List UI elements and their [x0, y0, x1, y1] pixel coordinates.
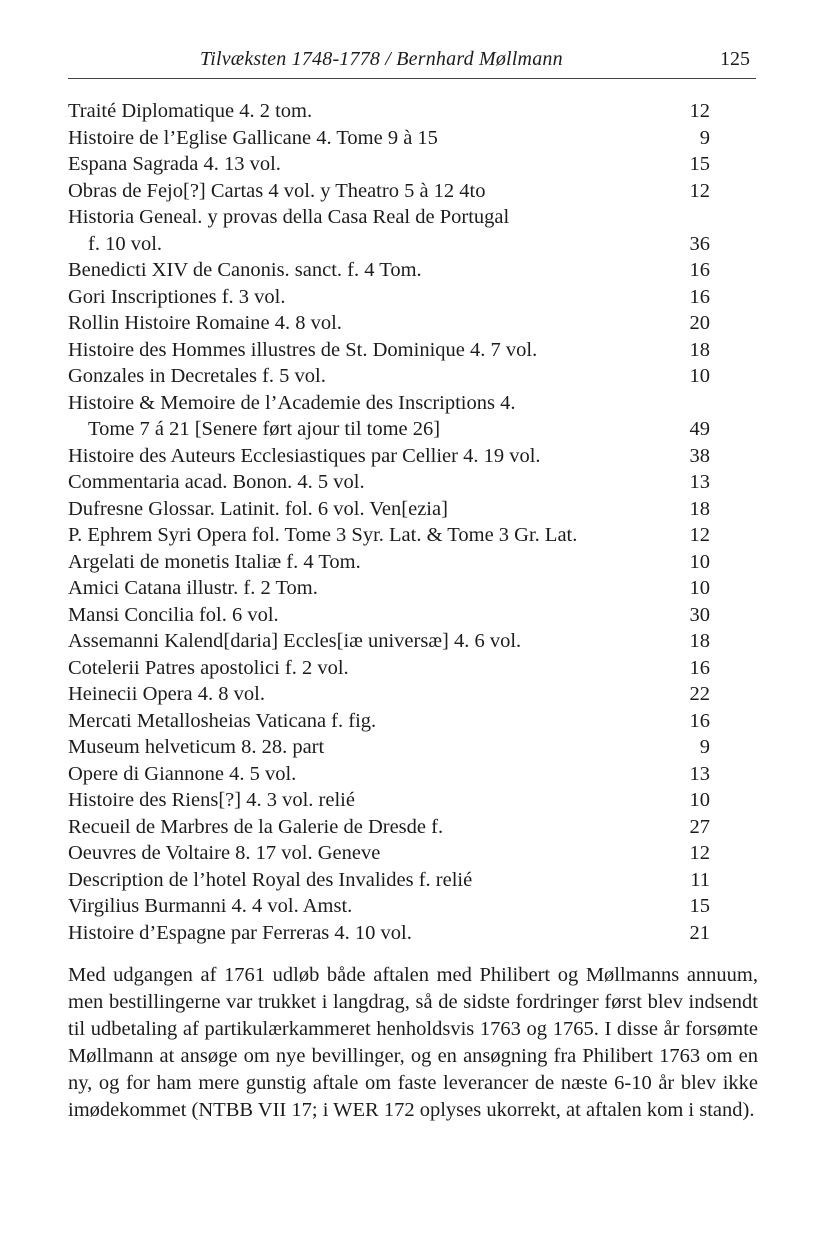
entry-title-line: Histoire d’Espagne par Ferreras 4. 10 vol. — [68, 921, 412, 944]
entry-title — [68, 284, 710, 311]
entry-title — [68, 893, 710, 920]
entry-title-line: Mansi Concilia fol. 6 vol. — [68, 603, 279, 626]
entry-title — [68, 840, 710, 867]
entry-title-line: Argelati de monetis Italiæ f. 4 Tom. — [68, 550, 361, 573]
entry-title-line: Espana Sagrada 4. 13 vol. — [68, 153, 281, 175]
running-header — [68, 44, 756, 79]
list-item — [68, 522, 710, 549]
list-item — [68, 204, 710, 257]
entry-title — [68, 655, 710, 682]
entry-title-continuation: Tome 7 á 21 [Senere ført ajour til tome 26] — [88, 418, 441, 440]
entry-price: 18 — [689, 497, 710, 520]
entry-title — [68, 761, 710, 788]
entry-title — [68, 337, 710, 364]
entry-title-line: Rollin Histoire Romaine 4. 8 vol. — [68, 312, 342, 334]
entry-title — [68, 522, 710, 549]
entry-title — [68, 390, 710, 443]
entry-title-line: Histoire de l’Eglise Gallicane 4. Tome 9 à 15 — [68, 126, 438, 149]
entry-title — [68, 814, 710, 841]
list-item — [68, 575, 710, 602]
list-item — [68, 496, 710, 523]
list-item — [68, 761, 710, 788]
entry-title-line: Opere di Giannone 4. 5 vol. — [68, 762, 297, 785]
entry-price: 18 — [689, 338, 710, 361]
list-item — [68, 628, 710, 655]
entry-title — [68, 920, 710, 947]
entry-title — [68, 204, 710, 257]
entry-price: 9 — [699, 736, 710, 758]
list-item — [68, 655, 710, 682]
entry-title — [68, 681, 710, 708]
list-item — [68, 178, 710, 205]
entry-title-line: Obras de Fejo[?] Cartas 4 vol. y Theatro 5 à 12 4to — [68, 179, 486, 202]
entry-title — [68, 628, 710, 655]
entry-title-line: Recueil de Marbres de la Galerie de Dresde f. — [68, 815, 444, 838]
list-item — [68, 602, 710, 629]
entry-price: 11 — [690, 868, 710, 891]
entry-price: 16 — [689, 285, 710, 308]
entry-price: 38 — [689, 444, 710, 467]
entry-title-line: Commentaria acad. Bonon. 4. 5 vol. — [68, 471, 365, 493]
entry-price: 27 — [689, 815, 710, 838]
list-item — [68, 867, 710, 894]
entry-title-line: Heinecii Opera 4. 8 vol. — [68, 683, 265, 705]
list-item — [68, 734, 710, 761]
entry-title-continuation: f. 10 vol. — [88, 232, 163, 255]
entry-price: 30 — [689, 603, 710, 626]
entry-title-line: Mercati Metallosheias Vaticana f. fig. — [68, 709, 377, 732]
entry-title — [68, 178, 710, 205]
list-item — [68, 390, 710, 443]
list-item — [68, 549, 710, 576]
entry-title — [68, 310, 710, 337]
entry-price: 15 — [689, 895, 710, 917]
entry-price: 10 — [689, 550, 710, 573]
running-title: Tilvæksten 1748-1778 / Bernhard Møllmann — [200, 48, 563, 70]
list-item — [68, 681, 710, 708]
entry-title — [68, 363, 710, 390]
entry-title-line: Histoire des Auteurs Ecclesiastiques par Cellier 4. 19 vol. — [68, 444, 541, 467]
entry-title — [68, 125, 710, 152]
entry-title-line: Histoire & Memoire de l’Academie des Inscriptions 4. — [68, 391, 516, 414]
entry-price: 12 — [689, 842, 710, 864]
entry-price: 49 — [689, 418, 710, 440]
entry-title-line: Histoire des Riens[?] 4. 3 vol. relié — [68, 789, 355, 811]
list-item — [68, 920, 710, 947]
list-item — [68, 310, 710, 337]
list-item — [68, 787, 710, 814]
entry-price: 16 — [689, 709, 710, 732]
list-item — [68, 893, 710, 920]
entry-title-line: Historia Geneal. y provas della Casa Real de Portugal — [68, 206, 510, 228]
entry-title — [68, 602, 710, 629]
entry-title — [68, 469, 710, 496]
entry-title — [68, 151, 710, 178]
entry-title-line: P. Ephrem Syri Opera fol. Tome 3 Syr. Lat. & Tome 3 Gr. Lat. — [68, 524, 578, 546]
list-item — [68, 469, 710, 496]
entry-title-line: Museum helveticum 8. 28. part — [68, 736, 325, 758]
entry-price: 36 — [689, 232, 710, 255]
entry-title — [68, 787, 710, 814]
entry-title — [68, 575, 710, 602]
entry-title — [68, 549, 710, 576]
entry-price: 20 — [689, 312, 710, 334]
entry-title-line: Dufresne Glossar. Latinit. fol. 6 vol. Ven[ezia] — [68, 497, 448, 520]
list-item — [68, 337, 710, 364]
entry-price: 10 — [689, 577, 710, 599]
list-item — [68, 284, 710, 311]
entry-title-line: Traité Diplomatique 4. 2 tom. — [68, 100, 313, 122]
entry-price: 16 — [689, 656, 710, 679]
list-item — [68, 840, 710, 867]
list-item — [68, 125, 710, 152]
list-item — [68, 443, 710, 470]
entry-price: 21 — [689, 921, 710, 944]
entry-title-line: Gonzales in Decretales f. 5 vol. — [68, 365, 326, 387]
entry-price: 12 — [689, 524, 710, 546]
body-paragraph: Med udgangen af 1761 udløb både aftalen med Philibert og Møllmanns annuum, men bestillingerne var trukket i langdrag, så de sidste fordringer først blev indsendt til udbetaling af partikulærkammeret henholdsvis 1763 og 1765. I disse år forsømte Møllmann at ansøge om nye bevillinger, og en ansøgning fra Philibert 1763 om en ny, og for ham mere gunstig aftale om faste leverancer de næste 6-10 år blev ikke imødekommet (NTBB VII 17; i WER 172 oplyses ukorrekt, at aftalen kom i stand). — [68, 964, 758, 1121]
list-item — [68, 98, 710, 125]
page-number: 125 — [720, 48, 750, 70]
entry-price: 16 — [689, 259, 710, 281]
entry-price: 15 — [689, 153, 710, 175]
entry-price: 12 — [689, 100, 710, 122]
entry-title-line: Gori Inscriptiones f. 3 vol. — [68, 285, 286, 308]
entry-title-line: Benedicti XIV de Canonis. sanct. f. 4 Tom. — [68, 259, 422, 281]
entry-price: 13 — [689, 471, 710, 493]
entry-price: 9 — [699, 126, 710, 149]
entry-price: 18 — [689, 630, 710, 652]
list-item — [68, 814, 710, 841]
entry-title-line: Oeuvres de Voltaire 8. 17 vol. Geneve — [68, 842, 381, 864]
entry-title-line: Cotelerii Patres apostolici f. 2 vol. — [68, 656, 349, 679]
entry-title — [68, 734, 710, 761]
entry-price: 13 — [689, 762, 710, 785]
entry-title — [68, 867, 710, 894]
list-item — [68, 363, 710, 390]
entry-title — [68, 496, 710, 523]
entry-title-line: Virgilius Burmanni 4. 4 vol. Amst. — [68, 895, 353, 917]
entry-title-line: Assemanni Kalend[daria] Eccles[iæ universæ] 4. 6 vol. — [68, 630, 522, 652]
entry-title — [68, 98, 710, 125]
book-price-list — [68, 98, 710, 946]
entry-title — [68, 443, 710, 470]
entry-title-line: Description de l’hotel Royal des Invalides f. relié — [68, 868, 473, 891]
entry-title-line: Amici Catana illustr. f. 2 Tom. — [68, 577, 318, 599]
entry-price: 22 — [689, 683, 710, 705]
entry-price: 10 — [689, 365, 710, 387]
entry-title-line: Histoire des Hommes illustres de St. Dominique 4. 7 vol. — [68, 338, 538, 361]
list-item — [68, 708, 710, 735]
list-item — [68, 151, 710, 178]
entry-title — [68, 708, 710, 735]
entry-price: 12 — [689, 179, 710, 202]
entry-title — [68, 257, 710, 284]
list-item — [68, 257, 710, 284]
entry-price: 10 — [689, 789, 710, 811]
